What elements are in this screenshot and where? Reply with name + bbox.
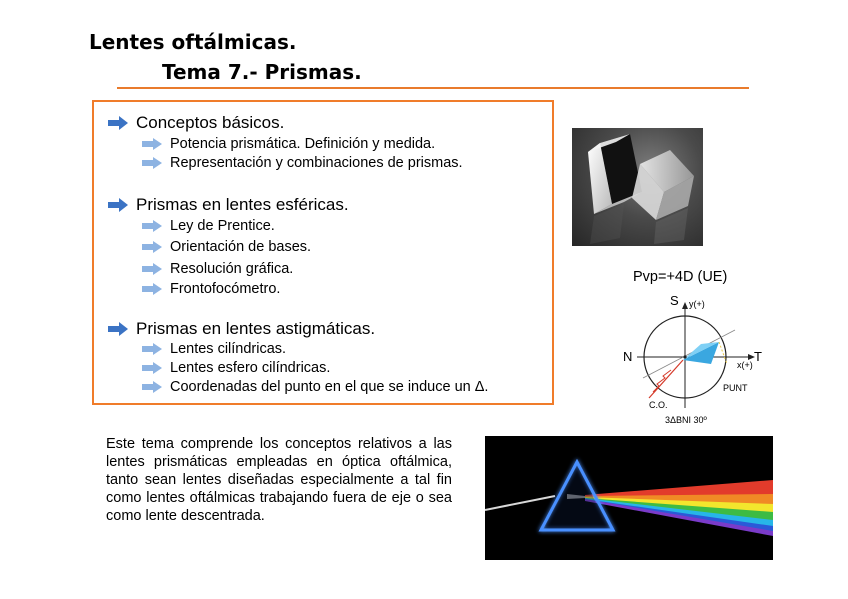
prism-base-diagram (615, 290, 775, 430)
list-item-label: Frontofocómetro. (170, 281, 281, 297)
title-underline (117, 87, 749, 89)
list-item (142, 239, 311, 255)
section-label: Prismas en lentes astigmáticas. (136, 319, 376, 338)
list-item-label: Lentes esfero cilíndricas. (170, 360, 331, 376)
section-prismas-esfericas (108, 195, 349, 215)
arrow-right-icon (142, 157, 162, 170)
arrow-right-icon (142, 283, 162, 296)
label-punt: PUNT (723, 383, 748, 393)
label-x: x(+) (737, 360, 753, 370)
diagram-title: Pvp=+4D (UE) (633, 269, 728, 285)
arrow-right-icon (142, 263, 162, 276)
label-s: S (670, 293, 679, 308)
diagram-caption: 3ΔBNI 30º (665, 415, 707, 425)
list-item (142, 136, 435, 152)
list-item (142, 261, 293, 277)
section-label: Prismas en lentes esféricas. (136, 195, 349, 214)
section-label: Conceptos básicos. (136, 113, 285, 132)
list-item-label: Coordenadas del punto en el que se induce un Δ. (170, 379, 489, 395)
list-item-label: Ley de Prentice. (170, 218, 275, 234)
list-item-label: Orientación de bases. (170, 239, 312, 255)
list-item-label: Representación y combinaciones de prismas. (170, 155, 463, 171)
list-item (142, 360, 330, 376)
list-item (142, 379, 488, 395)
label-n: N (623, 349, 633, 364)
arrow-right-icon (108, 116, 128, 130)
glass-prisms-image (572, 128, 703, 246)
list-item-label: Lentes cilíndricas. (170, 341, 287, 357)
prism-dispersion-image (485, 436, 773, 560)
list-item (142, 155, 463, 171)
topic-description: Este tema comprende los conceptos relativos a las lentes prismáticas empleadas en óptica oftálmica, tanto sean lentes diseñadas especialmente a tal fin como lentes oftálmicas trabajando fuera de eje o sea como lente descentrada. (106, 436, 452, 524)
arrow-right-icon (142, 362, 162, 375)
list-item (142, 218, 275, 234)
section-conceptos-basicos (108, 113, 284, 133)
arrow-right-icon (142, 241, 162, 254)
prism-dispersion-photo (485, 436, 773, 560)
arrow-right-icon (108, 198, 128, 212)
list-item (142, 281, 280, 297)
arrow-right-icon (142, 343, 162, 356)
label-t: T (754, 349, 762, 364)
glass-prisms-photo (572, 128, 703, 246)
arrow-right-icon (142, 138, 162, 151)
presentation-title: Lentes oftálmicas. (89, 30, 297, 54)
label-y: y(+) (689, 299, 705, 309)
list-item (142, 341, 286, 357)
arrow-right-icon (142, 220, 162, 233)
section-prismas-astigmaticas (108, 319, 375, 339)
list-item-label: Potencia prismática. Definición y medida. (170, 136, 436, 152)
arrow-right-icon (108, 322, 128, 336)
list-item-label: Resolución gráfica. (170, 261, 294, 277)
topic-subtitle: Tema 7.- Prismas. (162, 60, 362, 84)
arrow-right-icon (142, 381, 162, 394)
label-co: C.O. (649, 400, 668, 410)
